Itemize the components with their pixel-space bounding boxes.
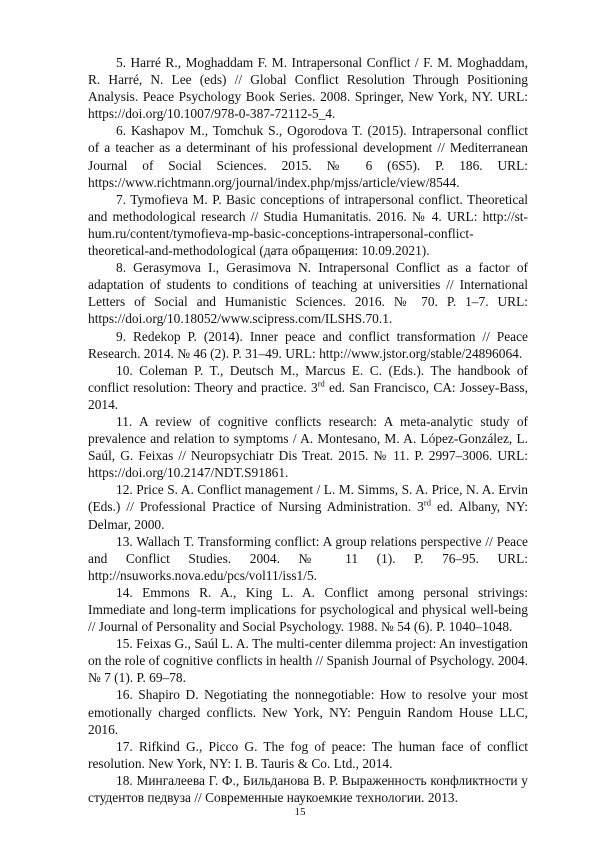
reference-item: 18. Мингалеева Г. Ф., Бильданова В. Р. Выраженность конфликтности у студентов педвуза // Современные наукоемкие технологии. 2013. [88,772,528,806]
reference-list [88,54,528,806]
reference-item: 15. Feixas G., Saúl L. A. The multi-center dilemma project: An investigation on the role of cognitive conflicts in health // Spanish Journal of Psychology. 2004. № 7 (1). P. 69–78. [88,636,528,686]
ordinal-superscript: rd [317,378,325,389]
reference-item [88,362,528,413]
reference-item: 17. Rifkind G., Picco G. The fog of peace: The human face of conflict resolution. New York, NY: I. B. Tauris & Co. Ltd., 2014. [88,738,528,771]
ordinal-superscript: rd [423,497,431,508]
reference-item: 6. Kashapov M., Tomchuk S., Ogorodova T. (2015). Intrapersonal conflict of a teacher as a determinant of his professional development // Mediterranean Journal of Social Sciences. 2015. № 6 (6S5). P. 186. URL: https://www.richtmann.org/journal/index.php/mjss/article/view/8544. [88,123,528,190]
reference-text: ed. Albany, NY: Delmar, 2000. [88,499,528,532]
page-number: 15 [294,806,306,818]
reference-item: 11. A review of cognitive conflicts research: A meta-analytic study of prevalence and relation to symptoms / A. Montesano, M. A. López-González, L. Saúl, G. Feixas // Neuropsychiatr Dis Treat. 2015. № 11. P. 2997–3006. URL: https://doi.org/10.2147/NDT.S91861. [88,413,528,481]
reference-text: 12. Price S. A. Conflict management / L. M. Simms, S. A. Price, N. A. Ervin (Eds.) // Professional Practice of Nursing Administration. 3 [88,482,528,515]
reference-item: 9. Redekop P. (2014). Inner peace and conflict transformation // Peace Research. 2014. № 46 (2). P. 31–49. URL: http://www.jstor.org/stable/24896064. [88,328,528,361]
reference-item: 16. Shapiro D. Negotiating the nonnegotiable: How to resolve your most emotionally charged conflicts. New York, NY: Penguin Random House LLC, 2016. [88,687,528,737]
reference-text: ed. San Francisco, CA: Jossey-Bass, 2014. [88,379,528,412]
reference-item: 13. Wallach T. Transforming conflict: A group relations perspective // Peace and Conflict Studies. 2004. № 11 (1). P. 76–95. URL: http://nsuworks.nova.edu/pcs/vol11/iss1/5. [88,533,528,583]
reference-item [88,481,528,532]
reference-item: 14. Emmons R. A., King L. A. Conflict among personal strivings: Immediate and long-term implications for psychological and physical well-being // Journal of Personality and Social Psychology. 1988. № 54 (6). P. 1040–1048. [88,584,528,635]
reference-item: 7. Tymofieva M. P. Basic conceptions of intrapersonal conflict. Theoretical and methodological research // Studia Humanitatis. 2016. № 4. URL: http://st-hum.ru/content/tymofieva-mp-basic-conceptions-intrapersonal-conflict-theoretical-and-methodological (дата обращения: 10.09.2021). [88,191,528,259]
reference-item: 8. Gerasymova I., Gerasimova N. Intrapersonal Conflict as a factor of adaptation of students to conditions of teaching at universities // International Letters of Social and Humanistic Sciences. 2016. № 70. P. 1–7. URL: https://doi.org/10.18052/www.scipress.com/ILSHS.70.1. [88,260,528,327]
reference-text: 10. Coleman P. T., Deutsch M., Marcus E. C. (Eds.). The handbook of conflict resolution: Theory and practice. 3 [88,362,528,395]
reference-item: 5. Harré R., Moghaddam F. M. Intrapersonal Conflict / F. M. Moghaddam, R. Harré, N. Lee (eds) // Global Conflict Resolution Through Positioning Analysis. Peace Psychology Book Series. 2008. Springer, New York, NY. URL: https://doi.org/10.1007/978-0-387-72112-5_4. [88,55,528,122]
